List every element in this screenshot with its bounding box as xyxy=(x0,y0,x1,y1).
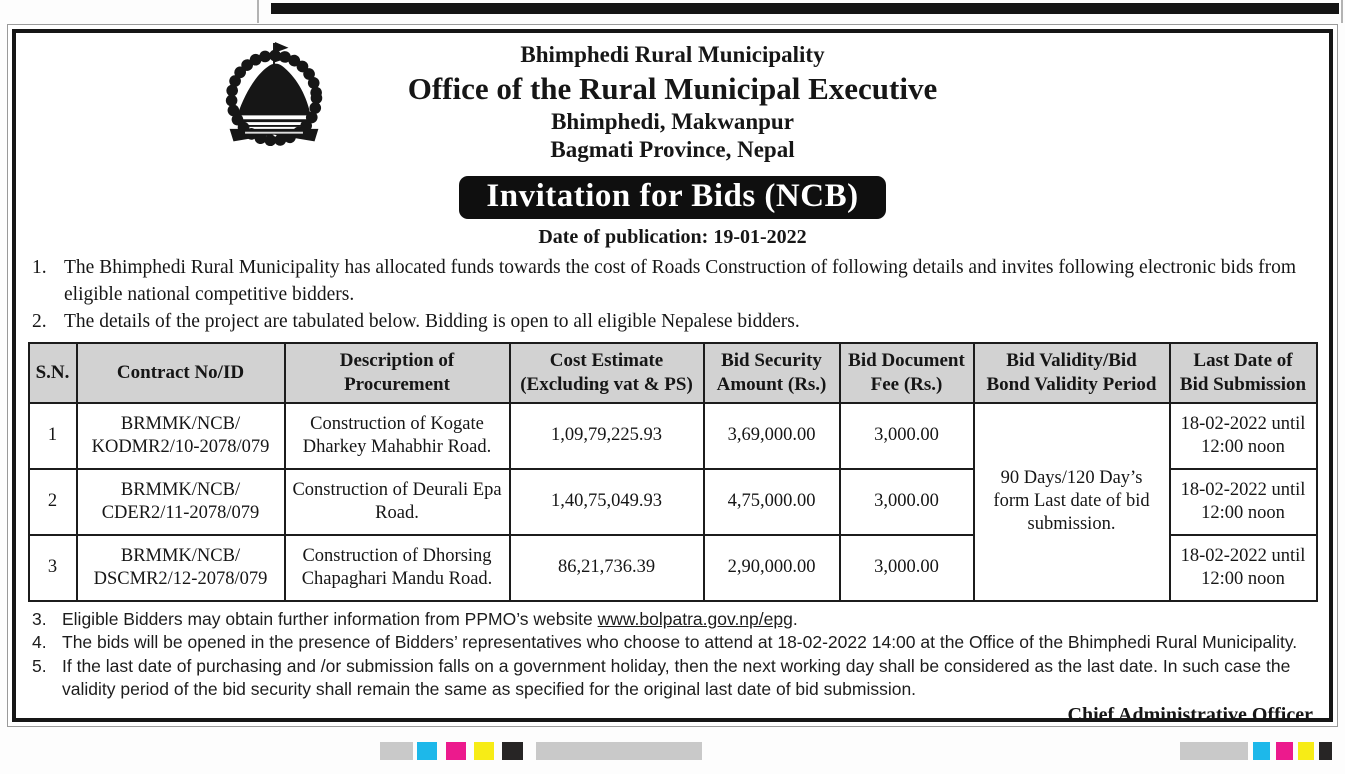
header-line: Fee (Rs.) xyxy=(870,373,943,395)
item-text xyxy=(62,608,1315,632)
cell-description xyxy=(285,469,510,535)
col-header-fee xyxy=(840,343,974,403)
magenta-mark xyxy=(446,742,466,760)
cell-line: 12:00 noon xyxy=(1201,568,1285,589)
header-line: (Excluding vat & PS) xyxy=(520,373,693,395)
col-header-contract xyxy=(77,343,285,403)
intro-item-2 xyxy=(32,308,1315,335)
header-line: Amount (Rs.) xyxy=(716,373,827,395)
notice-border-outer xyxy=(7,24,1338,727)
cell-security: 2,90,000.00 xyxy=(704,535,840,601)
cell-last-date xyxy=(1170,469,1317,535)
header-line: Cost Estimate xyxy=(549,349,664,371)
yellow-mark xyxy=(474,742,494,760)
header-line: Bid Security xyxy=(721,349,822,371)
item-text: If the last date of purchasing and /or submission falls on a government holiday, then the next working day shall be considered as the last date. In such case the validity period of the bid security shall remain the same as specified for the original last date of bid submission. xyxy=(62,655,1291,700)
notice-border-inner xyxy=(12,29,1333,726)
notes-list xyxy=(32,608,1315,702)
col-header-description xyxy=(285,343,510,403)
cell-line: DSCMR2/12-2078/079 xyxy=(93,568,268,589)
gray-mark xyxy=(1180,742,1248,760)
cell-sn: 2 xyxy=(29,469,77,535)
cell-line: 90 Days/120 Day’s xyxy=(1000,468,1143,489)
black-mark xyxy=(502,742,523,760)
table-row xyxy=(29,403,1317,469)
cell-fee: 3,000.00 xyxy=(840,403,974,469)
municipality-name: Bhimphedi Rural Municipality xyxy=(520,42,825,67)
cell-line: submission. xyxy=(1027,514,1116,535)
table-header xyxy=(29,343,1317,403)
header-line: Contract No/ID xyxy=(116,361,245,383)
cell-line: Construction of Kogate xyxy=(310,413,484,434)
header-line: Bid Validity/Bid xyxy=(1006,349,1137,371)
item-text: The Bhimphedi Rural Municipality has allocated funds towards the cost of Roads Construction of following details and invites following electronic bids from eligible national competitive bidders. xyxy=(64,256,1297,305)
item-number: 5. xyxy=(32,655,47,676)
intro-list xyxy=(32,254,1315,335)
header-line: Bond Validity Period xyxy=(986,373,1157,395)
cell-cost: 1,09,79,225.93 xyxy=(510,403,704,469)
previous-box-right-edge xyxy=(1341,0,1343,23)
cell-sn: 1 xyxy=(29,403,77,469)
municipality-emblem xyxy=(216,42,332,152)
bids-table xyxy=(28,342,1318,602)
cyan-mark xyxy=(1253,742,1270,760)
cell-line: 18-02-2022 until xyxy=(1180,479,1306,500)
magenta-mark xyxy=(1276,742,1293,760)
cell-line: Dharkey Mahabhir Road. xyxy=(302,436,492,457)
note-3-period: . xyxy=(792,608,798,629)
cell-line: 18-02-2022 until xyxy=(1180,413,1306,434)
gray-mark xyxy=(380,742,413,760)
header-line: Procurement xyxy=(344,373,450,395)
item-number: 2. xyxy=(32,310,47,332)
cell-fee: 3,000.00 xyxy=(840,535,974,601)
item-text: The details of the project are tabulated below. Bidding is open to all eligible Nepalese bidders. xyxy=(64,310,800,332)
cell-last-date xyxy=(1170,403,1317,469)
col-header-security xyxy=(704,343,840,403)
cell-cost: 86,21,736.39 xyxy=(510,535,704,601)
cell-last-date xyxy=(1170,535,1317,601)
header-line: S.N. xyxy=(35,361,70,383)
header-line: Bid Document xyxy=(848,349,965,371)
cell-line: Chapaghari Mandu Road. xyxy=(301,568,493,589)
intro-item-1 xyxy=(32,254,1315,308)
cyan-mark xyxy=(417,742,437,760)
address-line-2: Bagmati Province, Nepal xyxy=(550,137,795,163)
letterhead xyxy=(16,33,1329,164)
ppmo-website-link[interactable]: www.bolpatra.gov.np/epg xyxy=(597,608,793,629)
cell-sn: 3 xyxy=(29,535,77,601)
cell-line: KODMR2/10-2078/079 xyxy=(91,436,270,457)
note-item-4 xyxy=(32,631,1315,655)
gray-mark xyxy=(536,742,702,760)
cell-line: Construction of Dhorsing xyxy=(302,545,492,566)
cell-line: 12:00 noon xyxy=(1201,502,1285,523)
cell-line: 12:00 noon xyxy=(1201,436,1285,457)
cell-validity-merged xyxy=(974,403,1170,601)
cell-contract xyxy=(77,535,285,601)
office-name: Office of the Rural Municipal Executive xyxy=(407,70,938,106)
col-header-validity xyxy=(974,343,1170,403)
item-number: 1. xyxy=(32,256,47,278)
previous-box-bottom-border xyxy=(271,3,1339,14)
yellow-mark xyxy=(1298,742,1314,760)
col-header-sn xyxy=(29,343,77,403)
note-item-5 xyxy=(32,655,1315,702)
cell-line: 18-02-2022 until xyxy=(1180,545,1306,566)
cell-line: Road. xyxy=(375,502,419,523)
header-line: Last Date of xyxy=(1193,349,1293,371)
cell-contract xyxy=(77,469,285,535)
cell-line: CDER2/11-2078/079 xyxy=(101,502,260,523)
cell-fee: 3,000.00 xyxy=(840,469,974,535)
header-line: Bid Submission xyxy=(1179,373,1307,395)
cell-line: BRMMK/NCB/ xyxy=(120,479,241,500)
cell-line: Construction of Deurali Epa xyxy=(292,479,502,500)
cell-description xyxy=(285,535,510,601)
cell-line: BRMMK/NCB/ xyxy=(120,413,241,434)
header-line: Description of xyxy=(339,349,455,371)
item-number: 3. xyxy=(32,608,47,629)
item-text: The bids will be opened in the presence of Bidders’ representatives who choose to attend at 18-02-2022 14:00 at the Office of the Bhimphedi Rural Municipality. xyxy=(62,632,1298,653)
cell-contract xyxy=(77,403,285,469)
cell-description xyxy=(285,403,510,469)
signature-title: Chief Administrative Officer xyxy=(1067,703,1313,726)
cell-line: BRMMK/NCB/ xyxy=(120,545,241,566)
note-item-3 xyxy=(32,608,1315,632)
cell-security: 4,75,000.00 xyxy=(704,469,840,535)
col-header-cost xyxy=(510,343,704,403)
invitation-banner: Invitation for Bids (NCB) xyxy=(459,176,885,219)
banner-row xyxy=(16,176,1329,219)
black-mark xyxy=(1319,742,1332,760)
cell-cost: 1,40,75,049.93 xyxy=(510,469,704,535)
item-number: 4. xyxy=(32,632,47,653)
col-header-last-date xyxy=(1170,343,1317,403)
previous-box-left-edge xyxy=(257,0,259,23)
cell-security: 3,69,000.00 xyxy=(704,403,840,469)
address-line-1: Bhimphedi, Makwanpur xyxy=(551,108,794,134)
note-3-text: Eligible Bidders may obtain further information from PPMO’s website xyxy=(62,608,598,629)
cell-line: form Last date of bid xyxy=(993,491,1150,512)
publication-date: Date of publication: 19-01-2022 xyxy=(538,225,807,248)
